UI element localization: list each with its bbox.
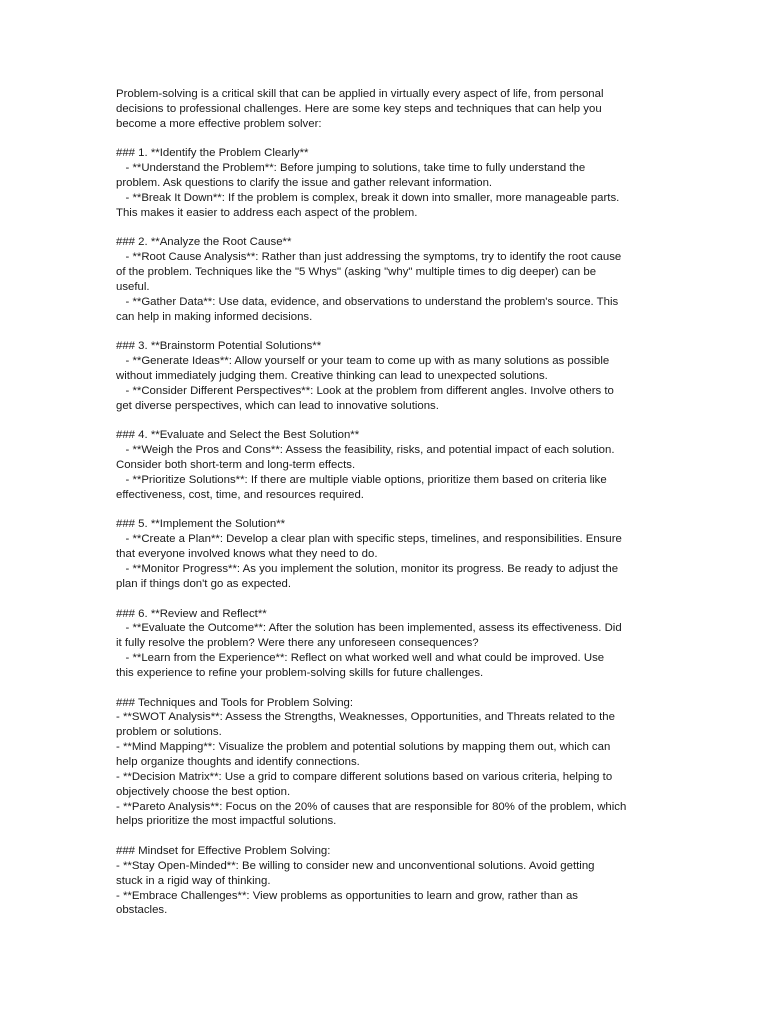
section-heading: ### 4. **Evaluate and Select the Best Solution**	[116, 429, 360, 442]
blank-line	[116, 325, 656, 340]
text-line: - **Consider Different Perspectives**: Look at the problem from different angles. Involve others to	[116, 384, 614, 397]
text-line: can help in making informed decisions.	[116, 310, 313, 323]
text-line: - **Mind Mapping**: Visualize the problem and potential solutions by mapping them out, which can	[116, 741, 611, 754]
text-line: - **Root Cause Analysis**: Rather than just addressing the symptoms, try to identify the root cause	[116, 251, 622, 264]
section-block	[116, 696, 656, 830]
section-heading: ### 3. **Brainstorm Potential Solutions**	[116, 340, 322, 353]
text-line: it fully resolve the problem? Were there any unforeseen consequences?	[116, 637, 479, 650]
section-heading: ### Techniques and Tools for Problem Solving:	[116, 696, 354, 709]
text-line: without immediately judging them. Creative thinking can lead to unexpected solutions.	[116, 370, 548, 383]
section-block	[116, 517, 656, 591]
text-line: - **Evaluate the Outcome**: After the solution has been implemented, assess its effectiveness. Did	[116, 622, 622, 635]
intro-paragraph	[116, 87, 656, 132]
text-line: - **Break It Down**: If the problem is complex, break it down into smaller, more manageable parts.	[116, 191, 620, 204]
text-line: - **Stay Open-Minded**: Be willing to consider new and unconventional solutions. Avoid getting	[116, 859, 595, 872]
section-heading: ### 2. **Analyze the Root Cause**	[116, 236, 292, 249]
text-line: - **Understand the Problem**: Before jumping to solutions, take time to fully understand the	[116, 162, 586, 175]
text-line: effectiveness, cost, time, and resources required.	[116, 488, 364, 501]
section-heading: ### 6. **Review and Reflect**	[116, 607, 267, 620]
text-line: - **Gather Data**: Use data, evidence, and observations to understand the problem's source. This	[116, 295, 619, 308]
text-line: stuck in a rigid way of thinking.	[116, 874, 271, 887]
section-block	[116, 607, 656, 681]
blank-line	[116, 414, 656, 429]
text-line: obstacles.	[116, 904, 168, 917]
text-line: This makes it easier to address each aspect of the problem.	[116, 206, 418, 219]
blank-line	[116, 503, 656, 518]
section-heading: ### 5. **Implement the Solution**	[116, 518, 286, 531]
text-line: - **Weigh the Pros and Cons**: Assess the feasibility, risks, and potential impact of each solution.	[116, 444, 615, 457]
text-line: - **Prioritize Solutions**: If there are multiple viable options, prioritize them based on criteria like	[116, 473, 607, 486]
text-line: useful.	[116, 280, 150, 293]
section-block	[116, 235, 656, 324]
text-line: Problem-solving is a critical skill that can be applied in virtually every aspect of life, from personal	[116, 88, 604, 100]
blank-line	[116, 829, 656, 844]
text-line: - **Embrace Challenges**: View problems as opportunities to learn and grow, rather than as	[116, 889, 578, 902]
section-block	[116, 844, 656, 918]
text-line: plan if things don't go as expected.	[116, 577, 292, 590]
section-block	[116, 339, 656, 413]
text-line: become a more effective problem solver:	[116, 117, 322, 130]
text-line: help organize thoughts and identify connections.	[116, 755, 360, 768]
text-line: problem. Ask questions to clarify the issue and gather relevant information.	[116, 177, 493, 190]
text-line: - **SWOT Analysis**: Assess the Strengths, Weaknesses, Opportunities, and Threats related to the	[116, 711, 615, 724]
blank-line	[116, 592, 656, 607]
text-line: - **Decision Matrix**: Use a grid to compare different solutions based on various criteria, helping to	[116, 770, 613, 783]
section-heading: ### Mindset for Effective Problem Solving:	[116, 845, 331, 858]
blank-line	[116, 221, 656, 236]
text-line: problem or solutions.	[116, 726, 222, 739]
text-line: - **Generate Ideas**: Allow yourself or your team to come up with as many solutions as possible	[116, 355, 610, 368]
section-heading: ### 1. **Identify the Problem Clearly**	[116, 147, 309, 160]
text-line: - **Monitor Progress**: As you implement the solution, monitor its progress. Be ready to adjust the	[116, 563, 619, 575]
blank-line	[116, 132, 656, 147]
document-page	[116, 87, 656, 918]
text-line: that everyone involved knows what they need to do.	[116, 548, 378, 561]
text-line: - **Pareto Analysis**: Focus on the 20% of causes that are responsible for 80% of the problem, which	[116, 800, 627, 813]
text-line: of the problem. Techniques like the "5 Whys" (asking "why" multiple times to dig deeper) can be	[116, 266, 597, 279]
text-line: - **Learn from the Experience**: Reflect on what worked well and what could be improved. Use	[116, 652, 605, 665]
text-line: get diverse perspectives, which can lead to innovative solutions.	[116, 399, 439, 412]
section-block	[116, 146, 656, 220]
text-line: - **Create a Plan**: Develop a clear plan with specific steps, timelines, and responsibilities. Ensure	[116, 533, 622, 546]
text-line: helps prioritize the most impactful solutions.	[116, 815, 337, 828]
text-line: decisions to professional challenges. Here are some key steps and techniques that can help you	[116, 102, 602, 115]
text-line: this experience to refine your problem-solving skills for future challenges.	[116, 666, 484, 679]
text-line: Consider both short-term and long-term effects.	[116, 459, 356, 472]
text-line: objectively choose the best option.	[116, 785, 291, 798]
blank-line	[116, 681, 656, 696]
section-block	[116, 428, 656, 502]
